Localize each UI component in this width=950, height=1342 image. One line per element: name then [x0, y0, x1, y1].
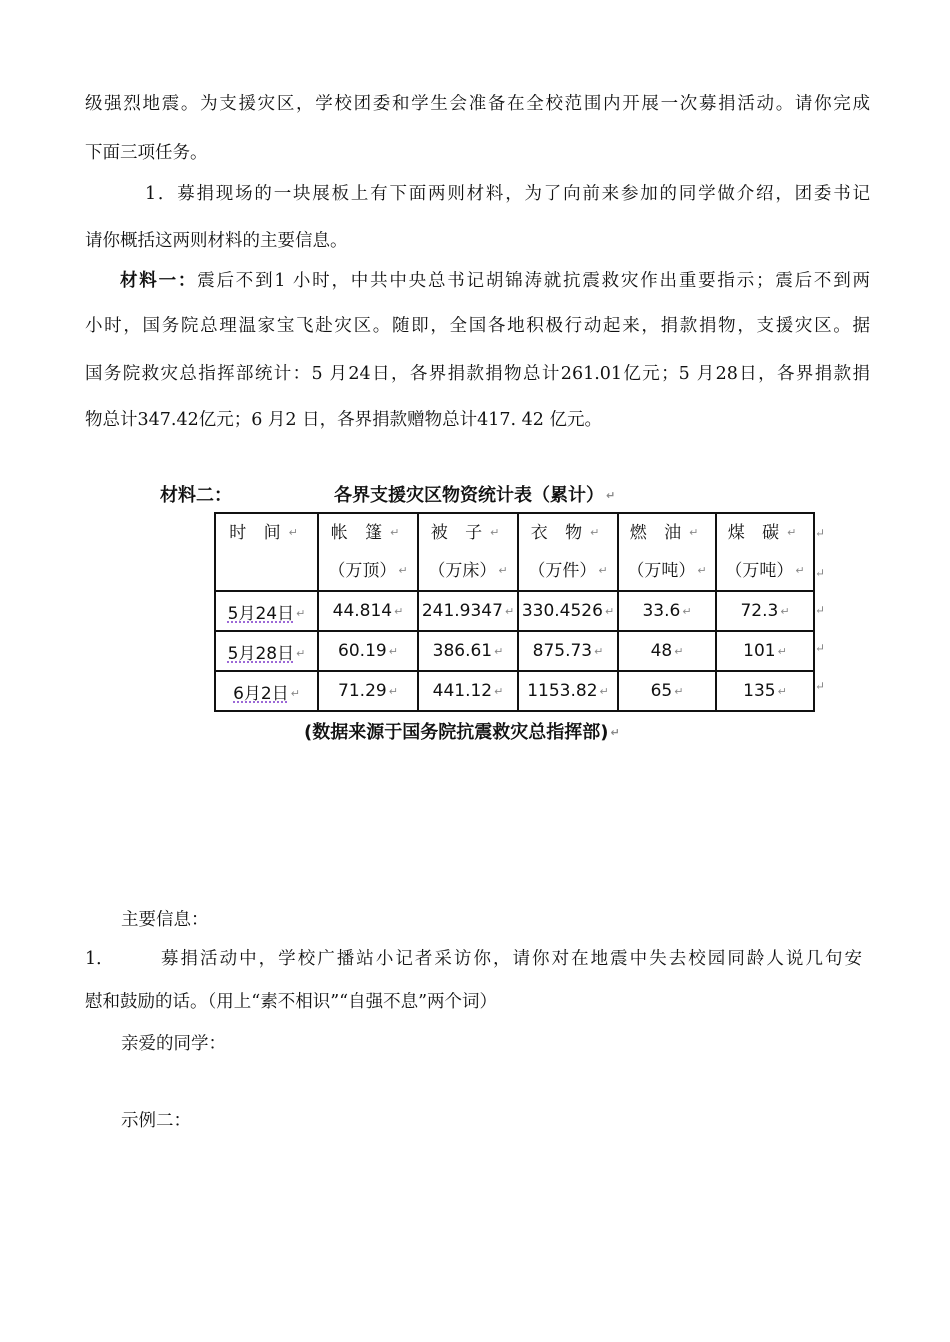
example-two: 示例二：: [121, 1111, 191, 1131]
task2-number: 1．: [85, 949, 114, 969]
table-cell: 101 ↵: [716, 631, 814, 671]
table-cell-date: 5月24日 ↵: [215, 591, 318, 631]
table-cell: 33.6 ↵: [618, 591, 716, 631]
table-title: [334, 482, 615, 510]
paragraph-mark-icon: ↵: [504, 604, 515, 618]
header-quilts-unit: （万床） ↵: [428, 561, 508, 581]
table-header-row: [215, 513, 814, 591]
header-clothes-name: 衣 物 ↵: [530, 523, 606, 543]
paragraph-mark-icon: ↵: [288, 526, 304, 539]
material2-label: 材料二：: [160, 485, 232, 506]
table-title-text: 各界支援灾区物资统计表（累计）: [334, 485, 604, 506]
header-clothes-unit: （万件） ↵: [528, 561, 608, 581]
paragraph-mark-icon: ↵: [787, 526, 803, 539]
paragraph-mark-icon: ↵: [674, 644, 684, 658]
table-cell: 72.3 ↵: [716, 591, 814, 631]
paragraph-mark-icon: ↵: [795, 564, 805, 577]
material1-line-4: 物总计347.42亿元；6 月2 日，各界捐款赠物总计417. 42 亿元。: [85, 410, 602, 430]
header-coal-name: 煤 碳 ↵: [727, 523, 803, 543]
header-quilts-name: 被 子 ↵: [430, 523, 506, 543]
header-quilts: [418, 513, 518, 591]
paragraph-mark-icon: ↵: [777, 644, 787, 658]
row-end-mark-icon: ↵: [815, 526, 826, 540]
paragraph-mark-icon: ↵: [498, 564, 508, 577]
header-fuel: [618, 513, 716, 591]
header-fuel-unit: （万吨） ↵: [627, 561, 707, 581]
paragraph-mark-icon: ↵: [590, 526, 606, 539]
header-time: [215, 513, 318, 591]
table-cell-date: 5月28日 ↵: [215, 631, 318, 671]
table-cell: 330.4526 ↵: [518, 591, 618, 631]
header-clothes: [518, 513, 618, 591]
paragraph-mark-icon: ↵: [394, 604, 404, 618]
row-end-mark-icon: ↵: [815, 566, 826, 580]
material1-line-3: 国务院救灾总指挥部统计：5 月24日，各界捐款捐物总计261.01亿元；5 月28日，各界捐款捐: [85, 364, 870, 384]
paragraph-mark-icon: ↵: [598, 564, 608, 577]
paragraph-mark-icon: ↵: [290, 687, 300, 700]
table-cell: 65 ↵: [618, 671, 716, 711]
paragraph-mark-icon: ↵: [494, 644, 504, 658]
paragraph-mark-icon: ↵: [780, 604, 790, 618]
header-tents: [318, 513, 418, 591]
table-source: [304, 718, 620, 748]
material1-line-1: [120, 268, 870, 294]
table-source-text: (数据来源于国务院抗震救灾总指挥部): [304, 722, 609, 743]
table-row: [215, 631, 814, 671]
paragraph-mark-icon: ↵: [490, 526, 506, 539]
row-end-mark-icon: ↵: [815, 603, 826, 617]
supplies-table: [214, 512, 815, 712]
header-time-name: 时 间 ↵: [229, 523, 304, 543]
paragraph-mark-icon: ↵: [594, 644, 604, 658]
paragraph-mark-icon: ↵: [777, 684, 787, 698]
paragraph-mark-icon: ↵: [682, 604, 692, 618]
task1-line-2: 请你概括这两则材料的主要信息。: [85, 231, 348, 251]
task2-line-2: 慰和鼓励的话。（用上“素不相识”“自强不息”两个词）: [85, 992, 498, 1012]
table-cell: 48 ↵: [618, 631, 716, 671]
row-end-mark-icon: ↵: [815, 641, 826, 655]
paragraph-mark-icon: ↵: [398, 564, 408, 577]
paragraph-mark-icon: ↵: [674, 684, 684, 698]
paragraph-mark-icon: ↵: [388, 644, 398, 658]
paragraph-mark-icon: ↵: [697, 564, 707, 577]
table-cell-date: 6月2日 ↵: [215, 671, 318, 711]
task1-line-1: 1．募捐现场的一块展板上有下面两则材料，为了向前来参加的同学做介绍，团委书记: [145, 184, 870, 204]
table-cell: 71.29 ↵: [318, 671, 418, 711]
header-tents-name: 帐 篷 ↵: [330, 523, 406, 543]
paragraph-mark-icon: ↵: [604, 604, 615, 618]
header-coal: [716, 513, 814, 591]
task2-line-1: 募捐活动中，学校广播站小记者采访你，请你对在地震中失去校园同龄人说几句安: [161, 949, 862, 969]
paragraph-mark-icon: ↵: [390, 526, 406, 539]
intro-line-2: 下面三项任务。: [85, 143, 208, 163]
table-cell: 1153.82 ↵: [518, 671, 618, 711]
paragraph-mark-icon: ↵: [689, 526, 705, 539]
table-cell: 386.61 ↵: [418, 631, 518, 671]
table-cell: 135 ↵: [716, 671, 814, 711]
intro-line-1: 级强烈地震。为支援灾区，学校团委和学生会准备在全校范围内开展一次募捐活动。请你完成: [85, 94, 870, 114]
paragraph-mark-icon: ↵: [388, 684, 398, 698]
table-row: [215, 591, 814, 631]
table-cell: 241.9347 ↵: [418, 591, 518, 631]
material1-label: 材料一：: [120, 271, 198, 291]
table-cell: 441.12 ↵: [418, 671, 518, 711]
table-row: [215, 671, 814, 711]
paragraph-mark-icon: ↵: [599, 684, 609, 698]
paragraph-mark-icon: ↵: [296, 607, 306, 620]
paragraph-mark-icon: ↵: [296, 647, 306, 660]
table-cell: 44.814 ↵: [318, 591, 418, 631]
header-fuel-name: 燃 油 ↵: [629, 523, 705, 543]
header-tents-unit: （万顶） ↵: [328, 561, 408, 581]
greeting: 亲爱的同学：: [121, 1034, 226, 1054]
row-end-mark-icon: ↵: [815, 679, 826, 693]
paragraph-mark-icon: ↵: [610, 726, 620, 739]
paragraph-mark-icon: ↵: [606, 489, 616, 502]
table-cell: 60.19 ↵: [318, 631, 418, 671]
paragraph-mark-icon: ↵: [494, 684, 504, 698]
material1-line-2: 小时，国务院总理温家宝飞赴灾区。随即，全国各地积极行动起来，捐款捐物，支援灾区。据: [85, 316, 870, 336]
material1-text-1: 震后不到1 小时，中共中央总书记胡锦涛就抗震救灾作出重要指示；震后不到两: [197, 271, 871, 291]
header-coal-unit: （万吨） ↵: [725, 561, 805, 581]
table-cell: 875.73 ↵: [518, 631, 618, 671]
main-info-label: 主要信息：: [121, 910, 209, 930]
